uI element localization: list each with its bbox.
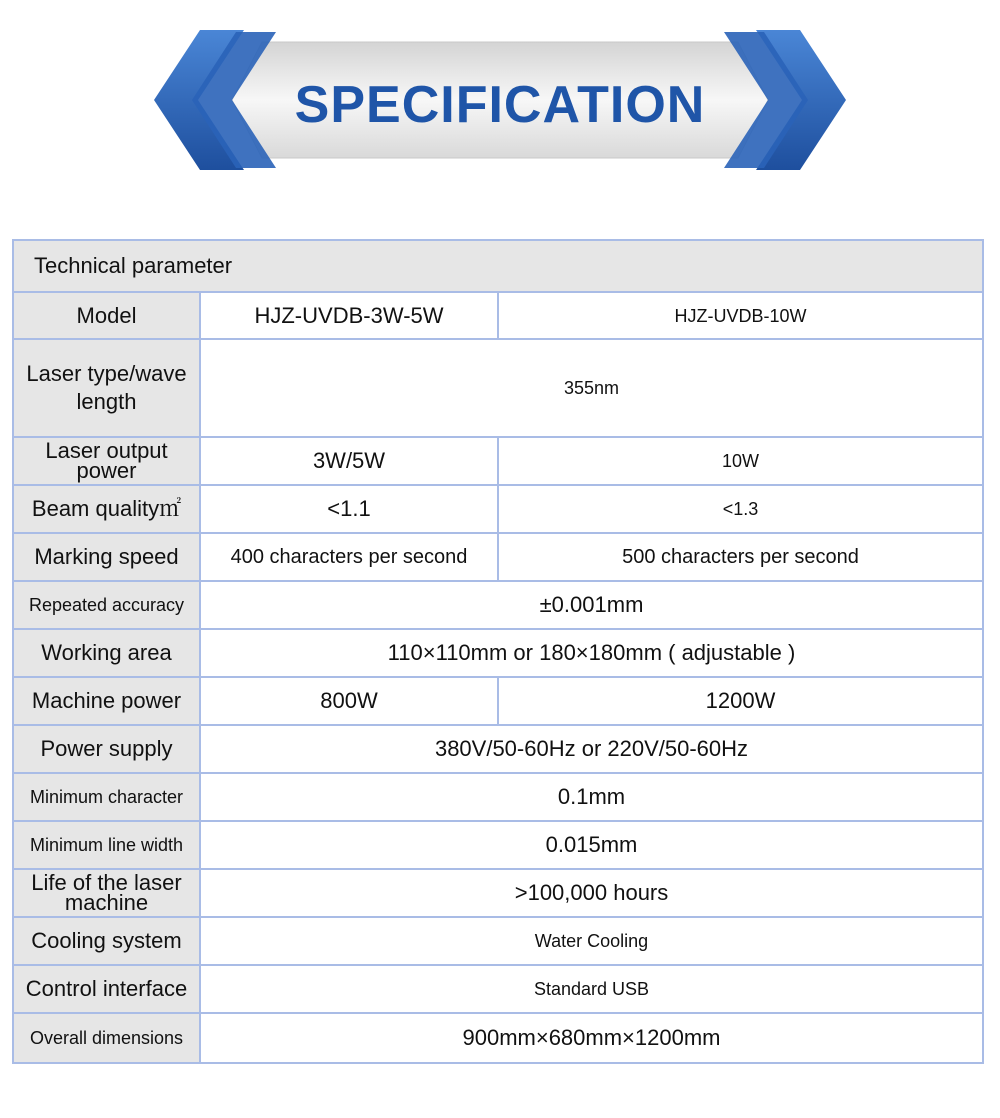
- row-value: <1.1: [200, 485, 498, 533]
- row-label: Life of the laser machine: [13, 869, 200, 917]
- table-row: [13, 869, 983, 917]
- table-heading-row: [13, 240, 983, 292]
- row-label: Power supply: [13, 725, 200, 773]
- table-heading: Technical parameter: [13, 240, 983, 292]
- row-value: 1200W: [498, 677, 983, 725]
- table-row: [13, 292, 983, 339]
- specification-banner: [0, 0, 1000, 200]
- row-value: 0.015mm: [200, 821, 983, 869]
- row-value: 400 characters per second: [200, 533, 498, 581]
- row-value: 900mm×680mm×1200mm: [200, 1013, 983, 1063]
- table-row: [13, 533, 983, 581]
- row-label: Marking speed: [13, 533, 200, 581]
- row-label: Control interface: [13, 965, 200, 1013]
- row-value: 3W/5W: [200, 437, 498, 485]
- row-value: ±0.001mm: [200, 581, 983, 629]
- table-row: [13, 339, 983, 437]
- table-row: [13, 629, 983, 677]
- table-row: [13, 581, 983, 629]
- row-label: Overall dimensions: [13, 1013, 200, 1063]
- row-label: Beam quality㎡: [13, 485, 200, 533]
- row-label: Model: [13, 292, 200, 339]
- table-row: [13, 485, 983, 533]
- row-value: Water Cooling: [200, 917, 983, 965]
- row-value: <1.3: [498, 485, 983, 533]
- row-label: Repeated accuracy: [13, 581, 200, 629]
- row-label: Working area: [13, 629, 200, 677]
- table-row: [13, 1013, 983, 1063]
- row-label: Minimum character: [13, 773, 200, 821]
- row-value: 110×110mm or 180×180mm ( adjustable ): [200, 629, 983, 677]
- table-row: [13, 773, 983, 821]
- row-label: Laser output power: [13, 437, 200, 485]
- table-row: [13, 917, 983, 965]
- row-value: HJZ-UVDB-10W: [498, 292, 983, 339]
- row-value: 800W: [200, 677, 498, 725]
- row-value: 500 characters per second: [498, 533, 983, 581]
- table-row: [13, 821, 983, 869]
- row-label: Cooling system: [13, 917, 200, 965]
- banner-title: SPECIFICATION: [294, 76, 706, 134]
- row-label: Laser type/wave length: [13, 339, 200, 437]
- row-value: 355nm: [200, 339, 983, 437]
- table-row: [13, 437, 983, 485]
- table-row: [13, 725, 983, 773]
- row-label: Minimum line width: [13, 821, 200, 869]
- row-value: 0.1mm: [200, 773, 983, 821]
- row-value: >100,000 hours: [200, 869, 983, 917]
- row-value: HJZ-UVDB-3W-5W: [200, 292, 498, 339]
- table-row: [13, 677, 983, 725]
- row-value: 380V/50-60Hz or 220V/50-60Hz: [200, 725, 983, 773]
- row-value: Standard USB: [200, 965, 983, 1013]
- table-row: [13, 965, 983, 1013]
- spec-table: [12, 239, 984, 1064]
- row-value: 10W: [498, 437, 983, 485]
- row-label: Machine power: [13, 677, 200, 725]
